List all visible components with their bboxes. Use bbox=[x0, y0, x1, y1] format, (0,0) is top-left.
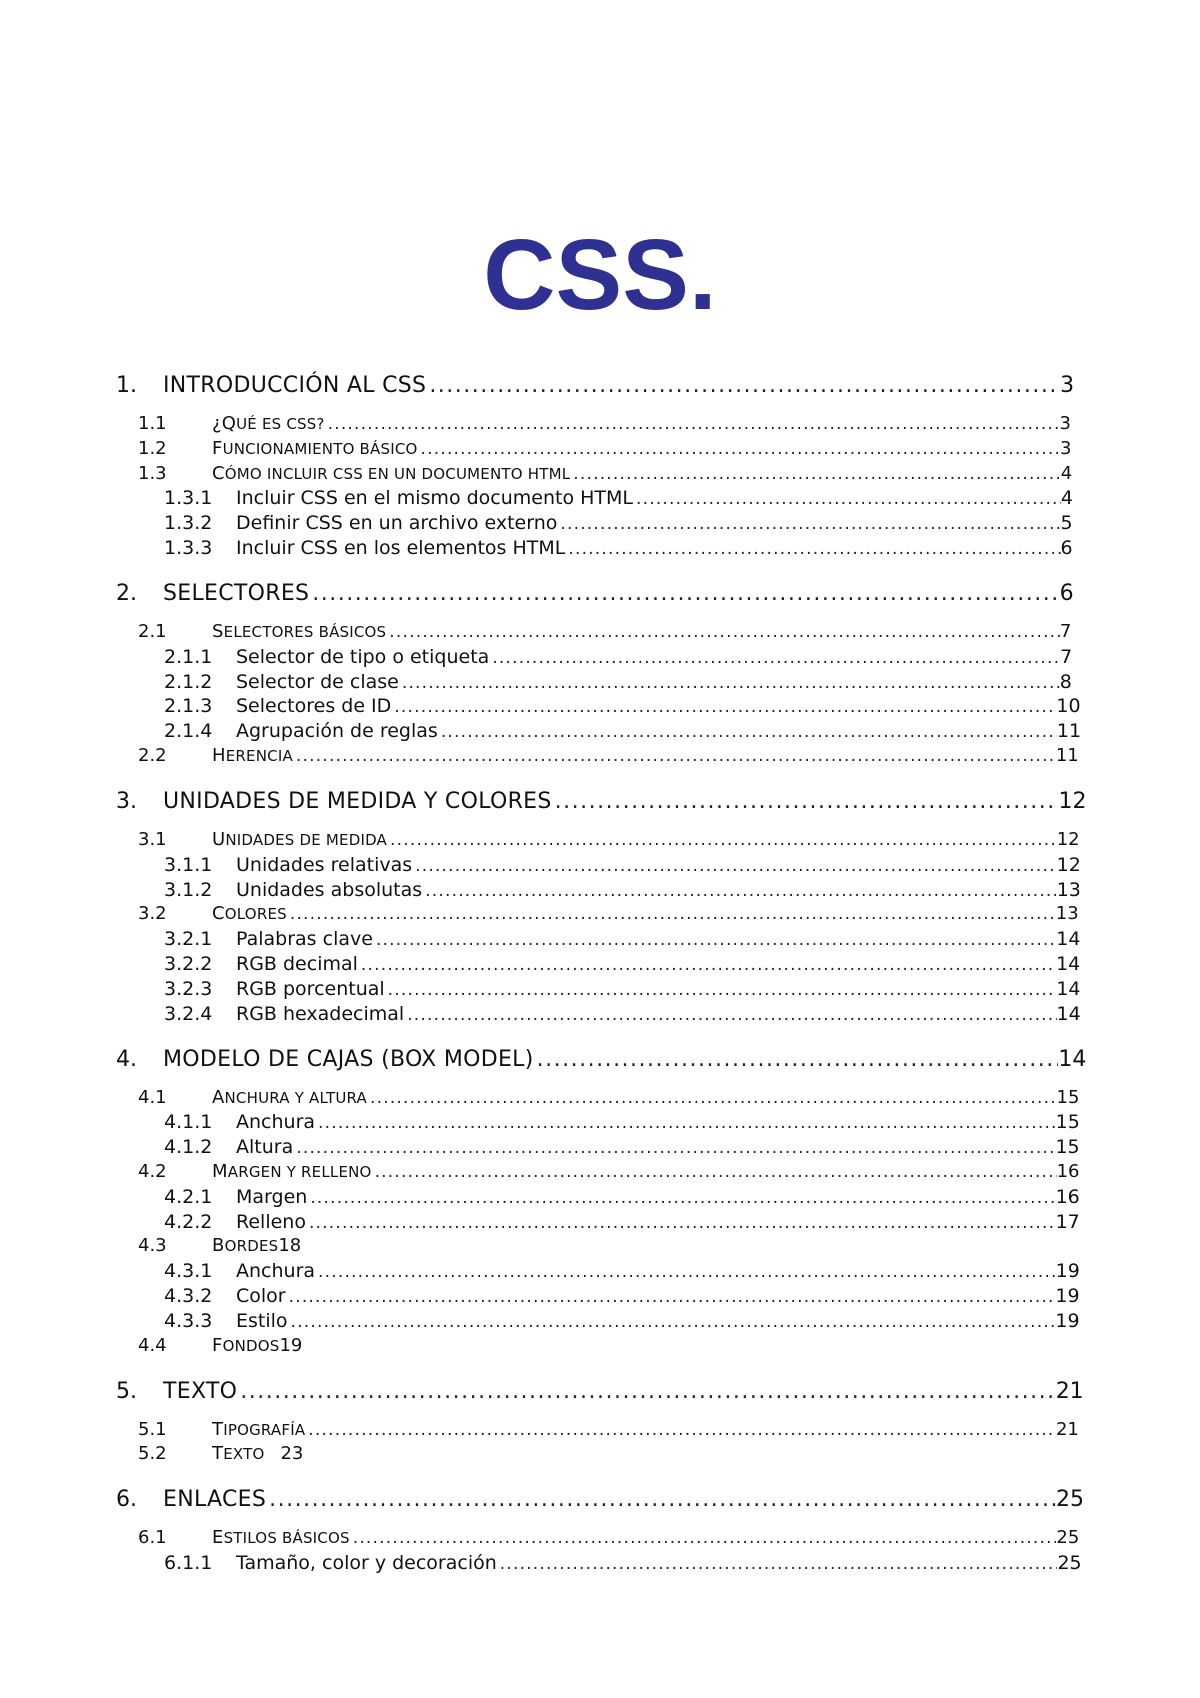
toc-entry-number: 6. bbox=[116, 1487, 137, 1513]
toc-dot-leader bbox=[573, 464, 1060, 484]
toc-entry-label: UNIDADES DE MEDIDA Y COLORES bbox=[163, 789, 552, 814]
toc-entry-page-number: 6 bbox=[1060, 537, 1073, 559]
toc-entry-level-3[interactable] bbox=[0, 537, 1200, 561]
toc-entry-label: Selector de tipo o etiqueta bbox=[236, 645, 490, 668]
toc-entry-label-initial: C bbox=[212, 462, 225, 484]
toc-entry-page-number: 12 bbox=[1058, 789, 1087, 814]
toc-entry-page-number: 7 bbox=[1059, 621, 1072, 642]
toc-dot-leader bbox=[309, 1213, 1056, 1233]
toc-entry-label-initial: F bbox=[212, 437, 223, 459]
toc-entry-number: 3.2.4 bbox=[164, 1002, 213, 1025]
toc-dot-leader bbox=[376, 930, 1056, 950]
toc-entry-label-initial: T bbox=[212, 1443, 224, 1465]
toc-entry-label-rest: ÓMO INCLUIR CSS EN UN DOCUMENTO HTML bbox=[224, 464, 571, 483]
toc-entry-level-2[interactable] bbox=[0, 1235, 1200, 1259]
toc-entry-level-3[interactable] bbox=[0, 1186, 1200, 1210]
toc-entry-label-rest: IPOGRAFÍA bbox=[223, 1420, 306, 1439]
toc-entry-label bbox=[212, 829, 387, 850]
toc-entry-number: 4.4 bbox=[138, 1334, 167, 1356]
toc-entry-number: 5.2 bbox=[138, 1443, 167, 1465]
toc-entry-level-3[interactable] bbox=[0, 1310, 1200, 1334]
toc-entry-page-number: 19 bbox=[1055, 1285, 1080, 1307]
toc-entry-label bbox=[212, 621, 386, 642]
toc-entry-number: 4.1 bbox=[138, 1086, 167, 1108]
toc-entry-page-number: 4 bbox=[1060, 487, 1073, 510]
toc-entry-page-number: 25 bbox=[1056, 1527, 1080, 1549]
toc-entry-label-rest: ARGEN Y RELLENO bbox=[227, 1163, 372, 1181]
toc-entry-label: SELECTORES bbox=[163, 581, 310, 606]
toc-dot-leader bbox=[421, 439, 1060, 459]
toc-entry-page-number: 16 bbox=[1055, 1185, 1080, 1208]
toc-entry-label-rest: EXTO bbox=[223, 1445, 265, 1464]
toc-entry-page-number: 3 bbox=[1059, 413, 1071, 434]
toc-entry-number: 3.2.3 bbox=[164, 977, 213, 1000]
toc-entry-page-number: 15 bbox=[1055, 1111, 1080, 1134]
toc-entry-page-number: 17 bbox=[1055, 1210, 1080, 1233]
toc-entry-label-initial: C bbox=[212, 903, 225, 925]
toc-entry-number: 3.2 bbox=[138, 903, 167, 925]
toc-entry-number: 3.2.1 bbox=[164, 928, 213, 951]
toc-entry-label: TEXTO bbox=[163, 1378, 238, 1404]
toc-entry-number: 6.1 bbox=[138, 1527, 167, 1549]
toc-dot-leader bbox=[415, 856, 1056, 876]
toc-entry-label: RGB hexadecimal bbox=[236, 1002, 405, 1025]
toc-entry-page-number: 14 bbox=[1058, 1046, 1087, 1072]
toc-entry-number: 1. bbox=[116, 373, 137, 398]
toc-dot-leader bbox=[568, 539, 1060, 559]
toc-dot-leader bbox=[636, 487, 1073, 510]
toc-entry-label-initial: E bbox=[212, 1527, 224, 1549]
toc-entry-page-number: 7 bbox=[1060, 645, 1073, 668]
toc-entry-label-rest: OLORES bbox=[224, 905, 287, 924]
toc-dot-leader bbox=[296, 1138, 1055, 1158]
toc-entry-level-2[interactable] bbox=[0, 829, 1200, 853]
toc-entry-level-3[interactable] bbox=[0, 1552, 1200, 1576]
toc-entry-label: Relleno bbox=[236, 1210, 306, 1233]
toc-entry-label bbox=[212, 1087, 367, 1108]
toc-entry-page-number: 19 bbox=[279, 1334, 303, 1356]
toc-entry-level-2[interactable] bbox=[0, 903, 1200, 927]
toc-entry-number: 4.3.2 bbox=[164, 1285, 213, 1307]
toc-dot-leader bbox=[429, 373, 1060, 398]
toc-entry-number: 4.2.2 bbox=[164, 1210, 213, 1233]
toc-dot-leader bbox=[310, 1188, 1055, 1208]
toc-entry-level-2[interactable] bbox=[0, 1419, 1200, 1443]
toc-entry-level-2[interactable] bbox=[0, 1335, 1200, 1359]
toc-entry-level-3[interactable] bbox=[0, 978, 1200, 1002]
toc-entry-label: Unidades relativas bbox=[236, 853, 413, 876]
toc-entry-label bbox=[212, 1335, 279, 1356]
toc-entry-number: 4.1.1 bbox=[164, 1111, 213, 1134]
toc-dot-leader bbox=[308, 1420, 1056, 1440]
toc-entry-page-number: 19 bbox=[1055, 1260, 1080, 1283]
toc-entry-level-3[interactable] bbox=[0, 671, 1200, 695]
toc-dot-leader bbox=[361, 955, 1056, 975]
toc-entry-label bbox=[212, 1527, 350, 1548]
toc-entry-level-3[interactable] bbox=[0, 928, 1200, 952]
toc-entry-label bbox=[212, 438, 418, 459]
toc-dot-leader bbox=[402, 673, 1060, 693]
toc-entry-level-3[interactable] bbox=[0, 1285, 1200, 1309]
toc-entry-number: 3.1 bbox=[138, 829, 167, 850]
toc-entry-label-initial: S bbox=[212, 621, 224, 642]
toc-entry-label: Agrupación de reglas bbox=[236, 720, 438, 743]
toc-entry-number: 6.1.1 bbox=[164, 1552, 213, 1575]
toc-entry-number: 4.3.1 bbox=[164, 1260, 213, 1283]
toc-dot-leader bbox=[394, 697, 1056, 717]
toc-entry-page-number: 11 bbox=[1056, 720, 1082, 743]
toc-entry-page-number: 14 bbox=[1056, 953, 1081, 975]
toc-entry-label bbox=[212, 1161, 372, 1182]
toc-dot-leader bbox=[441, 722, 1057, 742]
toc-entry-number: 4.3 bbox=[138, 1235, 167, 1257]
toc-entry-page-number: 11 bbox=[1055, 745, 1079, 766]
toc-entry-number: 4.2 bbox=[138, 1161, 167, 1182]
toc-dot-leader bbox=[375, 1162, 1057, 1182]
toc-entry-number: 2.1.1 bbox=[164, 645, 213, 668]
toc-entry-label: Selectores de ID bbox=[236, 695, 392, 718]
toc-entry-label-rest: ELECTORES BÁSICOS bbox=[223, 623, 387, 641]
toc-entry-label-rest: ORDES bbox=[224, 1237, 279, 1256]
toc-entry-page-number: 5 bbox=[1060, 512, 1073, 535]
toc-entry-level-2[interactable] bbox=[0, 1087, 1200, 1111]
toc-entry-label-rest: UÉ ES CSS? bbox=[236, 415, 325, 433]
toc-entry-label bbox=[212, 745, 293, 766]
toc-entry-number: 1.3.2 bbox=[164, 512, 213, 535]
toc-dot-leader bbox=[388, 980, 1057, 1000]
toc-entry-label-initial: F bbox=[212, 1334, 223, 1356]
toc-entry-label: Anchura bbox=[236, 1260, 316, 1283]
toc-entry-page-number: 3 bbox=[1059, 437, 1072, 459]
toc-entry-page-number: 25 bbox=[1055, 1487, 1084, 1513]
toc-dot-leader bbox=[492, 648, 1060, 668]
toc-entry-label bbox=[212, 903, 287, 924]
toc-dot-leader bbox=[291, 1312, 1056, 1332]
toc-entry-label-rest: ONDOS bbox=[222, 1336, 280, 1355]
toc-entry-level-1[interactable] bbox=[0, 789, 1200, 819]
toc-entry-label-initial: ¿Q bbox=[212, 413, 237, 434]
toc-dot-leader bbox=[328, 414, 1060, 434]
toc-entry-label: RGB decimal bbox=[236, 953, 358, 975]
toc-entry-label: Color bbox=[236, 1285, 286, 1307]
toc-dot-leader bbox=[312, 581, 1059, 606]
toc-entry-level-2[interactable] bbox=[0, 438, 1200, 462]
toc-entry-label-rest: UNCIONAMIENTO BÁSICO bbox=[222, 439, 418, 458]
toc-entry-level-2[interactable] bbox=[0, 463, 1200, 487]
toc-entry-label: Unidades absolutas bbox=[236, 878, 423, 901]
toc-dot-leader bbox=[290, 904, 1056, 924]
toc-entry-label: Altura bbox=[236, 1136, 294, 1159]
toc-entry-level-3[interactable] bbox=[0, 953, 1200, 977]
toc-entry-number: 2. bbox=[116, 581, 137, 606]
toc-entry-label: Definir CSS en un archivo externo bbox=[236, 512, 558, 535]
toc-entry-label-rest: NIDADES DE MEDIDA bbox=[225, 831, 388, 849]
toc-entry-page-number: 21 bbox=[1055, 1378, 1084, 1404]
toc-entry-number: 1.3.3 bbox=[164, 537, 213, 559]
toc-entry-level-1[interactable] bbox=[0, 1379, 1200, 1409]
toc-entry-label: Margen bbox=[236, 1185, 308, 1208]
toc-entry-page-number: 13 bbox=[1055, 903, 1079, 925]
toc-entry-label bbox=[212, 413, 325, 434]
toc-entry-number: 2.1.2 bbox=[164, 670, 213, 693]
toc-entry-page-number: 15 bbox=[1056, 1086, 1080, 1108]
toc-entry-level-3[interactable] bbox=[0, 512, 1200, 536]
toc-entry-level-3[interactable] bbox=[0, 1136, 1200, 1160]
toc-entry-page-number: 12 bbox=[1056, 853, 1081, 876]
toc-entry-label-rest: ERENCIA bbox=[225, 747, 293, 765]
toc-entry-label: RGB porcentual bbox=[236, 977, 385, 1000]
toc-entry-number: 3.2.2 bbox=[164, 953, 213, 975]
toc-entry-level-1[interactable] bbox=[0, 373, 1200, 403]
toc-dot-leader bbox=[318, 1113, 1056, 1133]
toc-dot-leader bbox=[537, 1047, 1059, 1072]
toc-entry-level-1[interactable] bbox=[0, 581, 1200, 611]
toc-entry-label bbox=[212, 1443, 264, 1464]
toc-entry-level-2[interactable] bbox=[0, 413, 1200, 437]
toc-entry-number: 2.1 bbox=[138, 621, 167, 642]
toc-entry-level-1[interactable] bbox=[0, 1047, 1200, 1077]
toc-entry-label-initial: T bbox=[212, 1418, 224, 1440]
toc-entry-level-3[interactable] bbox=[0, 1003, 1200, 1027]
toc-entry-number: 1.3 bbox=[138, 462, 167, 484]
toc-entry-page-number: 12 bbox=[1056, 829, 1080, 850]
toc-entry-page-number: 4 bbox=[1060, 462, 1073, 484]
toc-entry-page-number: 21 bbox=[1055, 1418, 1079, 1440]
toc-entry-level-3[interactable] bbox=[0, 487, 1200, 511]
toc-entry-label: Estilo bbox=[236, 1309, 288, 1332]
toc-entry-page-number: 14 bbox=[1056, 928, 1081, 951]
toc-entry-number: 2.1.4 bbox=[164, 720, 213, 743]
toc-entry-level-2[interactable] bbox=[0, 745, 1200, 769]
toc-entry-level-3[interactable] bbox=[0, 695, 1200, 719]
toc-entry-label: Anchura bbox=[236, 1111, 316, 1134]
toc-entry-level-2[interactable] bbox=[0, 1443, 1200, 1467]
toc-entry-label: ENLACES bbox=[163, 1487, 267, 1513]
toc-entry-label: Palabras clave bbox=[236, 928, 373, 951]
toc-entry-page-number: 16 bbox=[1056, 1161, 1080, 1182]
toc-entry-label-rest: STILOS BÁSICOS bbox=[223, 1529, 350, 1548]
toc-entry-number: 4.1.2 bbox=[164, 1136, 213, 1159]
toc-entry-level-3[interactable] bbox=[0, 646, 1200, 670]
toc-entry-level-1[interactable] bbox=[0, 1487, 1200, 1517]
toc-entry-page-number: 18 bbox=[278, 1235, 302, 1257]
toc-entry-label bbox=[212, 1419, 305, 1440]
toc-entry-number: 3.1.2 bbox=[164, 878, 213, 901]
toc-entry-label: Incluir CSS en los elementos HTML bbox=[236, 537, 566, 559]
toc-entry-page-number: 3 bbox=[1060, 373, 1075, 398]
toc-entry-number: 1.3.1 bbox=[164, 487, 213, 510]
toc-entry-level-3[interactable] bbox=[0, 1111, 1200, 1135]
toc-entry-page-number: 23 bbox=[280, 1443, 304, 1465]
document-title: CSS. bbox=[483, 219, 717, 331]
toc-entry-number: 5. bbox=[116, 1378, 137, 1404]
toc-entry-number: 4. bbox=[116, 1046, 137, 1072]
toc-entry-label-initial: U bbox=[212, 829, 226, 850]
toc-entry-label: Selector de clase bbox=[236, 670, 399, 693]
toc-entry-number: 4.3.3 bbox=[164, 1309, 213, 1332]
toc-dot-leader bbox=[555, 789, 1059, 814]
toc-entry-page-number: 15 bbox=[1055, 1136, 1080, 1159]
toc-entry-page-number: 25 bbox=[1057, 1552, 1082, 1575]
toc-entry-label bbox=[212, 1235, 278, 1256]
toc-entry-page-number: 14 bbox=[1056, 1002, 1081, 1025]
toc-entry-level-2[interactable] bbox=[0, 1527, 1200, 1551]
toc-entry-level-3[interactable] bbox=[0, 1211, 1200, 1235]
toc-dot-leader bbox=[353, 1528, 1057, 1548]
toc-entry-label: Tamaño, color y decoración bbox=[236, 1552, 497, 1575]
toc-dot-leader bbox=[370, 1088, 1057, 1108]
toc-entry-number: 2.1.3 bbox=[164, 695, 213, 718]
toc-entry-number: 3.1.1 bbox=[164, 853, 213, 876]
toc-entry-number: 2.2 bbox=[138, 745, 167, 766]
toc-dot-leader bbox=[425, 881, 1057, 901]
toc-dot-leader bbox=[240, 1379, 1055, 1404]
toc-entry-page-number: 8 bbox=[1059, 670, 1072, 693]
toc-entry-label-initial: M bbox=[212, 1161, 228, 1182]
toc-entry-label-initial: H bbox=[212, 745, 226, 766]
toc-entry-level-2[interactable] bbox=[0, 1161, 1200, 1185]
toc-dot-leader bbox=[390, 830, 1057, 850]
toc-entry-level-3[interactable] bbox=[0, 879, 1200, 903]
toc-dot-leader bbox=[269, 1487, 1056, 1512]
toc-entry-number: 1.1 bbox=[138, 413, 167, 434]
toc-dot-leader bbox=[560, 514, 1060, 534]
toc-entry-level-2[interactable] bbox=[0, 621, 1200, 645]
toc-entry-number: 3. bbox=[116, 789, 137, 814]
toc-entry-label-initial: A bbox=[212, 1086, 225, 1108]
toc-entry-page-number: 6 bbox=[1059, 581, 1074, 606]
toc-dot-leader bbox=[289, 1287, 1056, 1307]
toc-entry-page-number: 19 bbox=[1055, 1309, 1080, 1332]
toc-dot-leader bbox=[296, 746, 1056, 766]
toc-entry-number: 1.2 bbox=[138, 437, 167, 459]
toc-dot-leader bbox=[407, 1005, 1056, 1025]
toc-entry-page-number: 10 bbox=[1056, 695, 1081, 718]
toc-entry-level-3[interactable] bbox=[0, 854, 1200, 878]
toc-entry-level-3[interactable] bbox=[0, 1260, 1200, 1284]
toc-entry-label-rest: NCHURA Y ALTURA bbox=[224, 1088, 368, 1107]
toc-entry-number: 5.1 bbox=[138, 1418, 167, 1440]
toc-entry-page-number: 14 bbox=[1056, 977, 1081, 1000]
toc-entry-label-initial: B bbox=[212, 1235, 225, 1257]
toc-entry-number: 4.2.1 bbox=[164, 1185, 213, 1208]
toc-entry-level-3[interactable] bbox=[0, 720, 1200, 744]
toc-entry-label: MODELO DE CAJAS (BOX MODEL) bbox=[163, 1046, 534, 1072]
toc-entry-label: INTRODUCCIÓN AL CSS bbox=[163, 373, 427, 398]
toc-entry-label bbox=[212, 463, 570, 484]
toc-dot-leader bbox=[318, 1262, 1056, 1282]
toc-dot-leader bbox=[389, 622, 1060, 642]
toc-dot-leader bbox=[500, 1554, 1058, 1574]
toc-entry-label: Incluir CSS en el mismo documento HTML bbox=[236, 487, 634, 510]
toc-entry-page-number: 13 bbox=[1056, 878, 1081, 901]
